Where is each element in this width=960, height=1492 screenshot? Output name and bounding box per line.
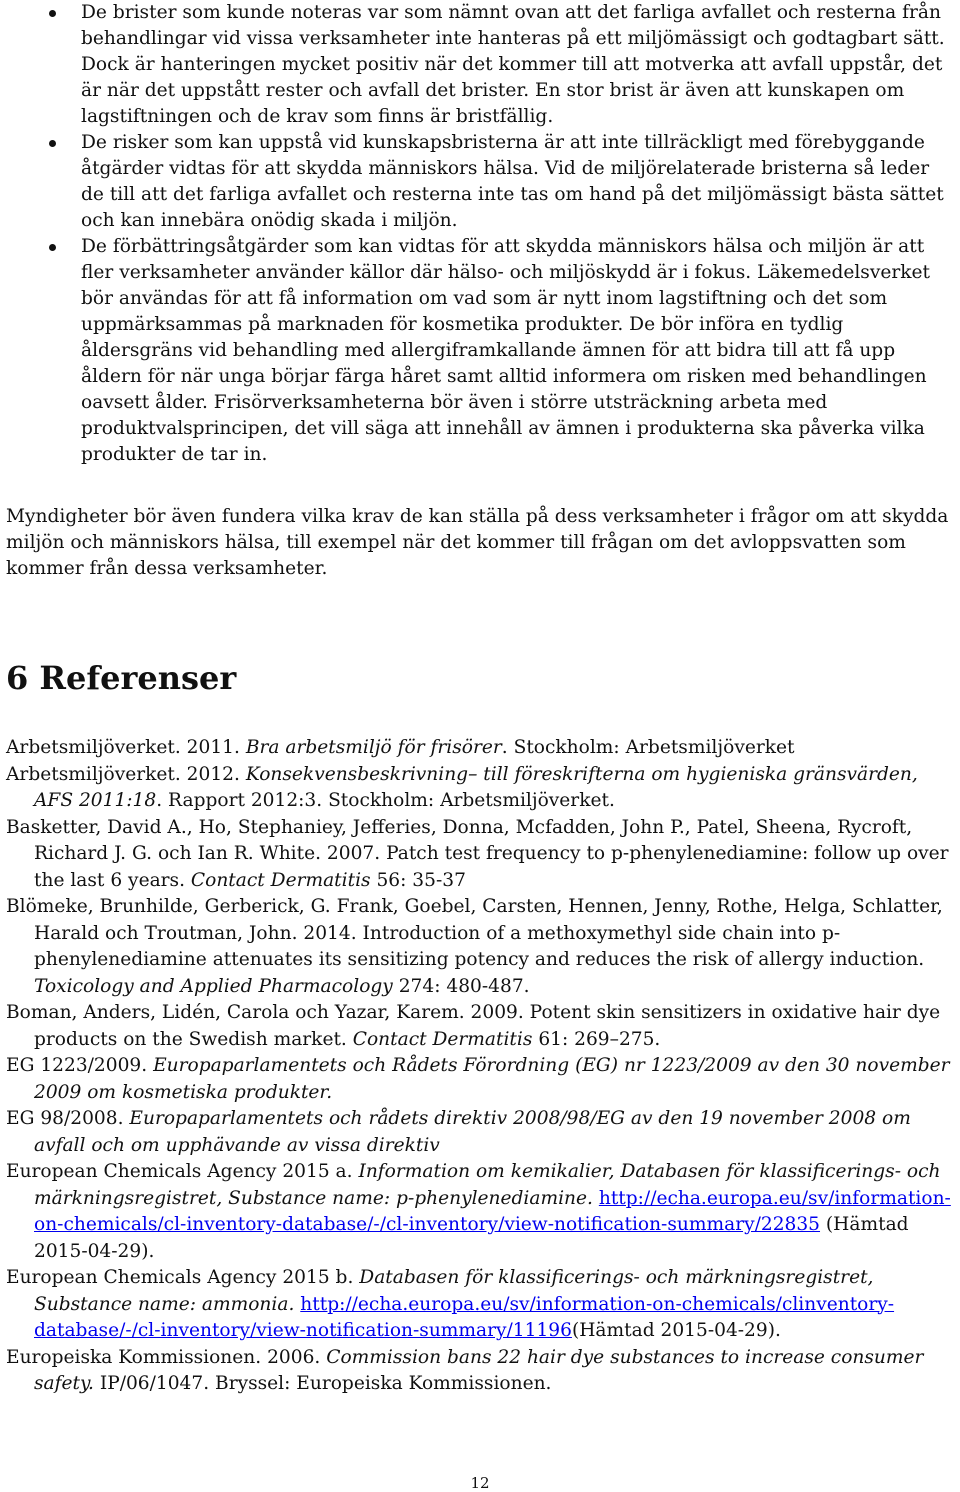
reference-link[interactable]: http://echa.europa.eu/sv/information-on-chemicals/cl-inventory-database/-/cl-inventory/view-notification-summary/22835	[34, 1187, 951, 1235]
reference-details: 274: 480-487.	[392, 975, 530, 997]
bullet-item	[0, 0, 960, 130]
reference-details: . Stockholm: Arbetsmiljöverket	[501, 737, 795, 758]
reference-entry	[0, 815, 960, 895]
reference-details: IP/06/1047. Bryssel: Europeiska Kommissionen.	[93, 1373, 552, 1394]
reference-title: Europaparlamentets och Rådets Förordning (EG) nr 1223/2009 av den 30 november 2009 om kosmetiska produkter.	[34, 1055, 950, 1103]
reference-title: Toxicology and Applied Pharmacology	[34, 975, 393, 997]
reference-authors: Europeiska Kommissionen. 2006.	[6, 1346, 327, 1368]
bullet-text: De förbättringsåtgärder som kan vidtas för att skydda människors hälsa och miljön är att fler verksamheter använder källor där hälso- och miljöskydd är i fokus. Läkemedelsverket bör användas för att få information om vad som är nytt inom lagstiftning och det som uppmärksammas på marknaden för kosmetika produkter. De bör införa en tydlig åldersgräns vid behandling med allergiframkallande ämnen för att bidra till att få upp åldern för när unga börjar färga håret samt alltid informera om risken med behandlingen oavsett ålder. Frisörverksamheterna bör även i större utsträckning arbeta med produktvalsprincipen, det vill säga att innehåll av ämnen i produkterna ska påverka vilka produkter de tar in.	[81, 236, 930, 465]
bullet-dot-icon	[49, 244, 56, 251]
bullet-dot-icon	[49, 10, 56, 17]
bullet-text: De brister som kunde noteras var som nämnt ovan att det farliga avfallet och resterna från behandlingar vid vissa verksamheter inte hanteras på ett miljömässigt och godtagbart sätt. Dock är hanteringen mycket positiv när det kommer till att motverka att avfall uppstår, det är när det uppstått rester och avfall det brister. En stor brist är även att kunskapen om lagstiftningen och de krav som finns är bristfällig.	[81, 2, 945, 127]
bullet-dot-icon	[49, 140, 56, 147]
page-number: 12	[470, 1474, 490, 1492]
section-heading: 6 Referenser	[6, 659, 237, 697]
reference-authors: Basketter, David A., Ho, Stephaniey, Jefferies, Donna, Mcfadden, John P., Patel, Sheena, Rycroft, Richard J. G. och Ian R. White. 2007. Patch test frequency to p-phenylenediamine: follow up over the last 6 years.	[6, 816, 949, 891]
reference-details: 61: 269–275.	[532, 1028, 661, 1050]
reference-authors: European Chemicals Agency 2015 b.	[6, 1267, 360, 1288]
bullet-item	[0, 234, 960, 468]
reference-accessed-date: (Hämtad 2015-04-29).	[34, 1214, 909, 1262]
reference-authors: European Chemicals Agency 2015 a.	[6, 1161, 359, 1182]
reference-entry	[0, 1265, 960, 1345]
conclusion-bullet-list	[0, 0, 960, 468]
reference-title: Databasen för klassificerings- och märkningsregistret, Substance name: ammonia.	[34, 1267, 874, 1315]
reference-details: . Rapport 2012:3. Stockholm: Arbetsmiljöverket.	[156, 790, 615, 811]
reference-entry	[0, 1345, 960, 1398]
reference-title: Contact Dermatitis	[352, 1028, 533, 1050]
reference-title: Europaparlamentets och rådets direktiv 2008/98/EG av den 19 november 2008 om avfall och om upphävande av vissa direktiv	[34, 1108, 911, 1156]
reference-entry	[0, 1000, 960, 1053]
bullet-text: De risker som kan uppstå vid kunskapsbristerna är att inte tillräckligt med förebyggande åtgärder vidtas för att skydda människors hälsa. Vid de miljörelaterade bristerna så leder de till att det farliga avfallet och resterna inte tas om hand på det miljömässigt bästa sättet och kan innebära onödig skada i miljön.	[81, 132, 944, 231]
reference-entry	[0, 1106, 960, 1159]
reference-entry	[0, 894, 960, 1000]
reference-entry	[0, 1053, 960, 1106]
reference-link[interactable]: http://echa.europa.eu/sv/information-on-chemicals/clinventory-database/-/cl-inventory/view-notification-summary/11196	[34, 1293, 895, 1341]
body-paragraph: Myndigheter bör även fundera vilka krav de kan ställa på dess verksamheter i frågor om att skydda miljön och människors hälsa, till exempel när det kommer till frågan om det avloppsvatten som kommer från dessa verksamheter.	[6, 506, 949, 579]
reference-title: Contact Dermatitis	[190, 869, 371, 891]
reference-title: Konsekvensbeskrivning– till föreskrifterna om hygieniska gränsvärden, AFS 2011:18	[34, 763, 918, 811]
reference-authors: EG 98/2008.	[6, 1108, 130, 1129]
reference-entry	[0, 735, 960, 762]
bullet-item	[0, 130, 960, 234]
reference-authors: Arbetsmiljöverket. 2011.	[6, 737, 246, 758]
reference-title: Commission bans 22 hair dye substances to increase consumer safety.	[34, 1346, 924, 1394]
reference-entry	[0, 1159, 960, 1265]
reference-authors: Boman, Anders, Lidén, Carola och Yazar, Karem. 2009. Potent skin sensitizers in oxidative hair dye products on the Swedish market.	[6, 1002, 941, 1050]
reference-list	[0, 735, 960, 1398]
reference-title: Information om kemikalier, Databasen för klassificerings- och märkningsregistret, Substance name: p-phenylenediamine.	[34, 1161, 941, 1209]
reference-authors: Blömeke, Brunhilde, Gerberick, G. Frank, Goebel, Carsten, Hennen, Jenny, Rothe, Helga, Schlatter, Harald och Troutman, John. 2014. Introduction of a methoxymethyl side chain into p-phenylenediamine attenuates its sensitizing potency and reduces the risk of allergy induction.	[6, 896, 943, 970]
reference-details: 56: 35-37	[370, 869, 466, 891]
reference-authors: Arbetsmiljöverket. 2012.	[6, 763, 246, 785]
reference-accessed-date: (Hämtad 2015-04-29).	[571, 1320, 781, 1341]
reference-entry	[0, 762, 960, 815]
reference-authors: EG 1223/2009.	[6, 1055, 154, 1076]
reference-title: Bra arbetsmiljö för frisörer	[245, 737, 502, 758]
